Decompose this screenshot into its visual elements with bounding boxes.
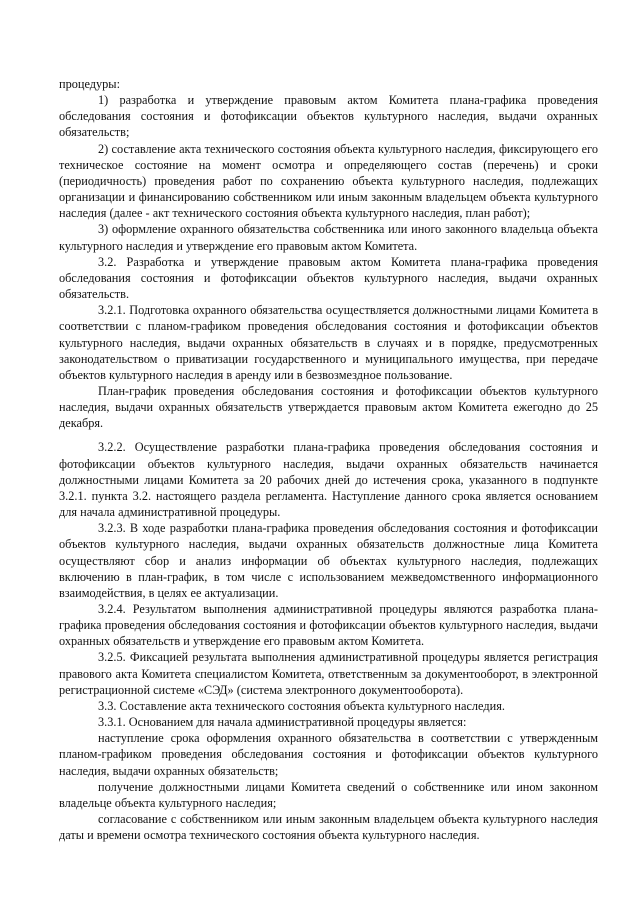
paragraph-3-2-3: 3.2.3. В ходе разработки плана-графика проведения обследования состояния и фотофиксации объектов культурного наследия, выдачи охранных обязательств должностные лица Комитета осуществляют сбор и анализ информации об объектах культурного наследия, подлежащих включению в план-график, в том числе с использованием межведомственного информационного взаимодействия, в целях ее актуализации. bbox=[59, 521, 598, 600]
paragraph-basis-agreement: согласование с собственником или иным законным владельцем объекта культурного наследия даты и времени осмотра технического состояния объекта культурного наследия. bbox=[59, 812, 598, 843]
paragraph-3-2-5: 3.2.5. Фиксацией результата выполнения административной процедуры является регистрация правового акта Комитета специалистом Комитета, ответственным за документооборот, в электронной регистрационной системе «СЭД» (система электронного документооборота). bbox=[59, 650, 598, 697]
paragraph-item-2: 2) составление акта технического состояния объекта культурного наследия, фиксирующего его техническое состояние на момент осмотра и определяющего состав (перечень) и сроки (периодичность) проведения работ по сохранению объекта культурного наследия, подлежащих организации и финансированию собственником или иным законным владельцем объекта культурного наследия (далее - акт технического состояния объекта культурного наследия, план работ); bbox=[59, 141, 598, 221]
paragraph-3-2: 3.2. Разработка и утверждение правовым актом Комитета плана-графика проведения обследования состояния и фотофиксации объектов культурного наследия, выдачи охранных обязательств. bbox=[59, 254, 598, 302]
paragraph-3-3: 3.3. Составление акта технического состояния объекта культурного наследия. bbox=[98, 698, 505, 713]
paragraph-basis-deadline: наступление срока оформления охранного обязательства в соответствии с утвержденным планом-графиком проведения обследования состояния и фотофиксации объектов культурного наследия, выдачи охранных обязательств; bbox=[59, 731, 598, 778]
paragraph-3-2-2: 3.2.2. Осуществление разработки плана-графика проведения обследования состояния и фотофиксации объектов культурного наследия, выдачи охранных обязательств начинается должностными лицами Комитета за 20 рабочих дней до истечения срока, указанного в подпункте 3.2.1. пункта 3.2. настоящего раздела регламента. Наступление данного срока является основанием для начала административной процедуры. bbox=[59, 440, 598, 520]
paragraph-3-2-4: 3.2.4. Результатом выполнения административной процедуры являются разработка плана-графика проведения обследования состояния и фотофиксации объектов культурного наследия, выдачи охранных обязательств и утверждение его правовым актом Комитета. bbox=[59, 602, 598, 649]
paragraph-item-1: 1) разработка и утверждение правовым актом Комитета плана-графика проведения обследования состояния и фотофиксации объектов культурного наследия, выдачи охранных обязательств; bbox=[59, 93, 598, 140]
paragraph-basis-owner-info: получение должностными лицами Комитета сведений о собственнике или ином законном владельце объекта культурного наследия; bbox=[59, 779, 598, 810]
paragraph-procedures-intro: процедуры: bbox=[59, 77, 120, 91]
paragraph-plan-schedule: План-график проведения обследования состояния и фотофиксации объектов культурного наследия, выдачи охранных обязательств утверждается правовым актом Комитета ежегодно до 25 декабря. bbox=[59, 383, 598, 431]
document-page bbox=[59, 76, 598, 843]
paragraph-3-3-1: 3.3.1. Основанием для начала административной процедуры является: bbox=[98, 715, 467, 730]
paragraph-3-2-1: 3.2.1. Подготовка охранного обязательства осуществляется должностными лицами Комитета в соответствии с планом-графиком проведения обследования состояния и фотофиксации объектов культурного наследия, выдачи охранных обязательств в случаях и в порядке, предусмотренных законодательством о приватизации государственного и муниципального имущества, при передаче объектов культурного наследия в аренду или в безвозмездное пользование. bbox=[59, 303, 598, 382]
paragraph-item-3: 3) оформление охранного обязательства собственника или иного законного владельца объекта культурного наследия и утверждение его правовым актом Комитета. bbox=[59, 222, 598, 253]
